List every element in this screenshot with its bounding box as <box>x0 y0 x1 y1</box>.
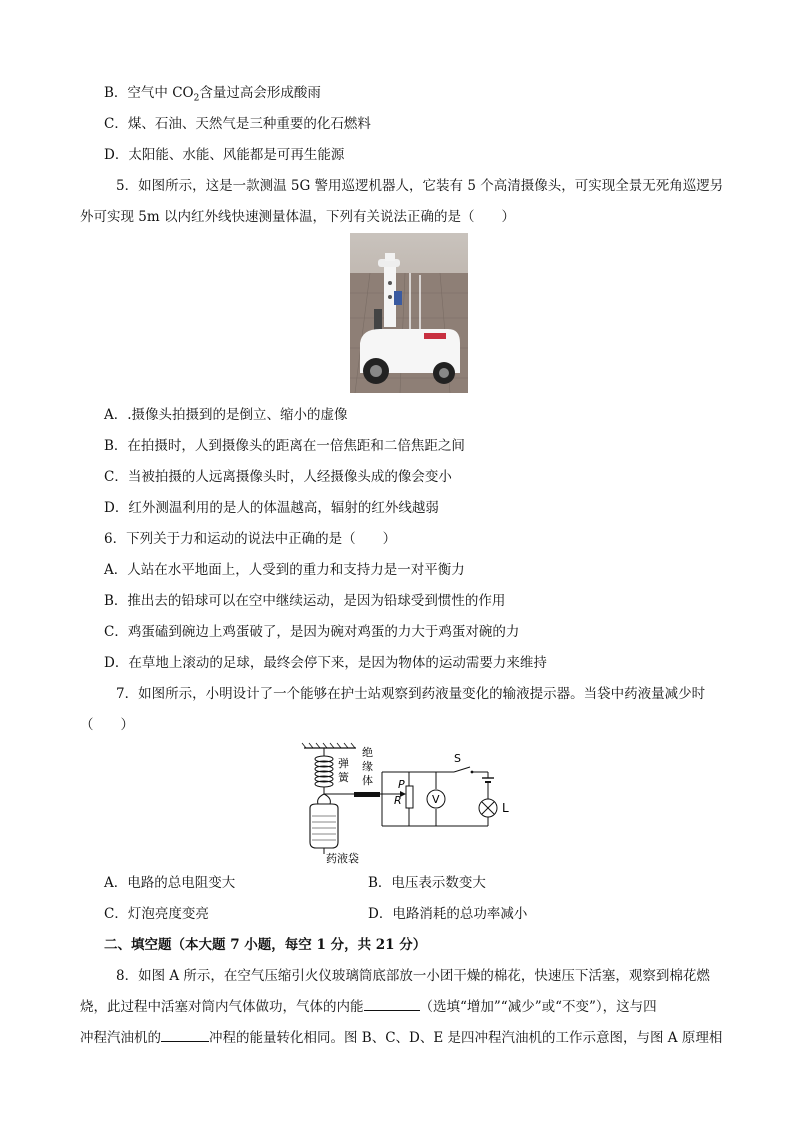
q8-line1: 8．如图 A 所示，在空气压缩引火仪玻璃筒底部放一小团干燥的棉花，快速压下活塞，观察到棉花燃 <box>116 968 710 984</box>
spring-label-1: 弹 <box>338 757 349 770</box>
q7-option-a: A．电路的总电阻变大 <box>104 875 236 891</box>
q5-stem-line1: 5．如图所示，这是一款测温 5G 警用巡逻机器人，它装有 5 个高清摄像头，可实现全景无死角巡逻另 <box>116 178 724 194</box>
p-label: P <box>398 778 405 791</box>
q8-line3: 冲程汽油机的 冲程的能量转化相同。图 B、C、D、E 是四冲程汽油机的工作示意图，与图 A 原理相 <box>80 1030 723 1046</box>
insulator-bar <box>354 792 380 797</box>
spring-label-2: 簧 <box>338 771 349 784</box>
q5-option-b: B．在拍摄时，人到摄像头的距离在一倍焦距和二倍焦距之间 <box>104 438 465 454</box>
q7-stem-line1: 7．如图所示，小明设计了一个能够在护士站观察到药液量变化的输液提示器。当袋中药液量减少时 <box>116 686 706 702</box>
s-label: S <box>454 752 461 765</box>
section2-heading: 二、填空题（本大题 7 小题，每空 1 分，共 21 分） <box>104 937 427 953</box>
rheostat <box>406 786 413 808</box>
bag-label: 药液袋 <box>326 852 359 865</box>
q4-option-c: C．煤、石油、天然气是三种重要的化石燃料 <box>104 116 371 132</box>
q6-stem: 6．下列关于力和运动的说法中正确的是（ ） <box>104 531 397 547</box>
q8-line2: 烧，此过程中活塞对筒内气体做功，气体的内能 （选填“增加”“减少”或“不变”），这与四 <box>80 999 657 1015</box>
q7-stem-line2: （ ） <box>80 717 134 733</box>
q6-option-b: B．推出去的铅球可以在空中继续运动，是因为铅球受到惯性的作用 <box>104 593 506 609</box>
q8-blank-1[interactable] <box>364 998 420 1011</box>
insulator-label-2: 缘 <box>362 760 373 773</box>
q4-option-d: D．太阳能、水能、风能都是可再生能源 <box>104 147 345 163</box>
q6-option-d: D．在草地上滚动的足球，最终会停下来，是因为物体的运动需要力来维持 <box>104 655 547 671</box>
q5-option-a: A．.摄像头拍摄到的是倒立、缩小的虚像 <box>104 407 348 423</box>
q7-option-b: B．电压表示数变大 <box>368 875 486 891</box>
robot-photo <box>350 233 468 393</box>
q8-blank-2[interactable] <box>161 1029 209 1042</box>
v-label: V <box>432 793 440 806</box>
q4-option-b: B．空气中 $CO_2$含量过高会形成酸雨 <box>104 85 321 104</box>
insulator-label-1: 绝 <box>362 746 373 759</box>
l-label: L <box>502 801 509 815</box>
q5-option-c: C．当被拍摄的人远离摄像头时，人经摄像头成的像会变小 <box>104 469 452 485</box>
r-label: R <box>394 794 402 807</box>
insulator-label-3: 体 <box>362 774 373 787</box>
q6-option-c: C．鸡蛋磕到碗边上鸡蛋破了，是因为碗对鸡蛋的力大于鸡蛋对碗的力 <box>104 624 520 640</box>
q7-option-c: C．灯泡亮度变亮 <box>104 906 209 922</box>
q5-option-d: D．红外测温利用的是人的体温越高，辐射的红外线越弱 <box>104 500 439 516</box>
robot-illustration <box>350 233 468 393</box>
circuit-diagram <box>296 742 526 866</box>
q6-option-a: A．人站在水平地面上，人受到的重力和支持力是一对平衡力 <box>104 562 465 578</box>
q7-option-d: D．电路消耗的总功率减小 <box>368 906 528 922</box>
q5-stem-line2: 外可实现 5m 以内红外线快速测量体温，下列有关说法正确的是（ ） <box>80 209 515 225</box>
circuit-svg <box>296 742 526 866</box>
